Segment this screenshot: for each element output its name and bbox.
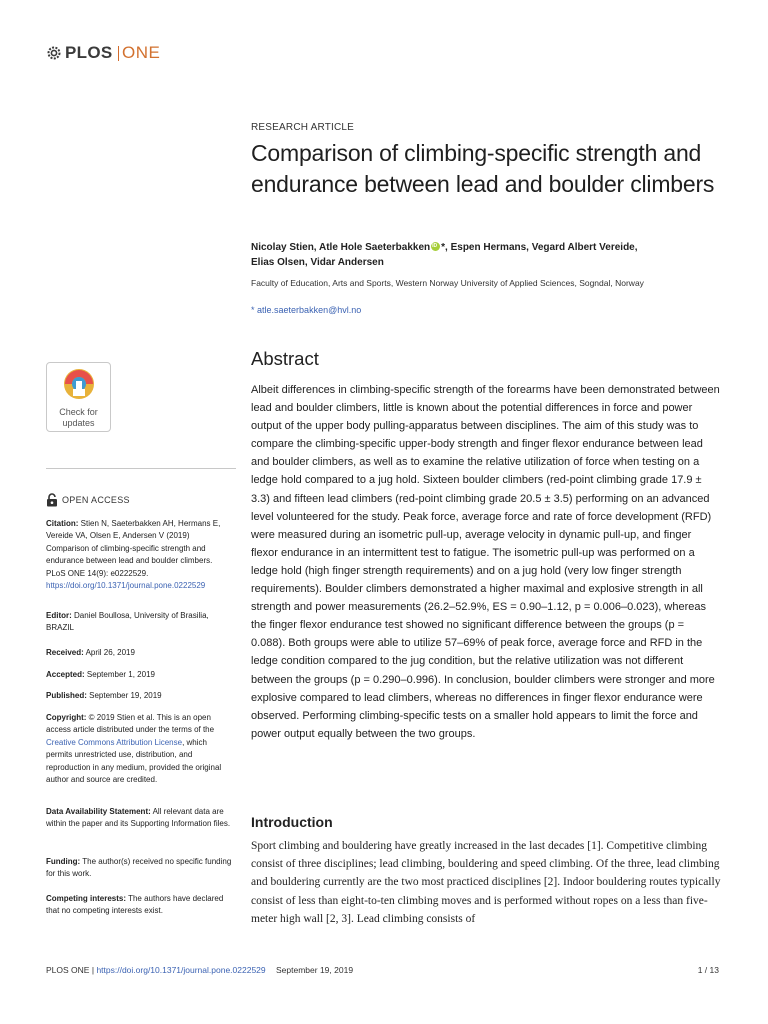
copyright-text-end: , which permits unrestricted use, distribution, and reproduction in any medium, provided the original author and source are credited. (46, 737, 222, 785)
published-block (46, 690, 234, 702)
copyright-block (46, 712, 234, 786)
corresponding-marker: * (251, 305, 255, 315)
authors-line-2: Elias Olsen, Vidar Andersen (251, 257, 384, 268)
accepted-label: Accepted: (46, 670, 85, 679)
orcid-icon[interactable] (431, 242, 440, 251)
data-availability-label: Data Availability Statement: (46, 807, 151, 816)
introduction-heading: Introduction (251, 814, 333, 830)
footer-doi-link[interactable]: https://doi.org/10.1371/journal.pone.0222529 (96, 965, 266, 975)
published-date: September 19, 2019 (89, 691, 162, 700)
accepted-block (46, 669, 234, 681)
page-number: 1 / 13 (697, 965, 719, 975)
license-link[interactable]: Creative Commons Attribution License (46, 737, 183, 747)
authors-part-1: Nicolay Stien, Atle Hole Saeterbakken (251, 242, 431, 253)
footer-date: September 19, 2019 (276, 965, 354, 975)
author-list (251, 240, 721, 270)
accepted-date: September 1, 2019 (86, 670, 155, 679)
plos-one-logo (46, 44, 160, 62)
editor-text: Daniel Boullosa, University of Brasilia, BRAZIL (46, 611, 209, 633)
abstract-heading: Abstract (251, 348, 319, 369)
article-title: Comparison of climbing-specific strength and endurance between lead and boulder climbers (251, 140, 715, 197)
authors-part-2: *, Espen Hermans, Vegard Albert Vereide, (441, 242, 638, 253)
editor-label: Editor: (46, 611, 72, 620)
brand-one: ONE (122, 43, 161, 62)
plos-logo-icon (46, 45, 62, 61)
citation-doi-link[interactable]: https://doi.org/10.1371/journal.pone.0222529 (46, 581, 206, 591)
funding-block (46, 856, 234, 881)
copyright-text: © 2019 Stien et al. This is an open access article distributed under the terms of the (46, 713, 215, 735)
badge-label-2: updates (62, 418, 95, 428)
funding-text: The author(s) received no specific funding for this work. (46, 857, 232, 879)
citation-label: Citation: (46, 519, 79, 528)
received-block (46, 647, 234, 659)
footer-separator: | (91, 965, 95, 975)
introduction-text: Sport climbing and bouldering have greatly increased in the last decades [1]. Competitive climbing consist of three disciplines; lead climbing, bouldering and speed climbing. Of the three, lead climbing and bouldering currently are the two most practiced disciplines [2]. Indoor bouldering routes typically consist of less than eight-to-ten climbing moves and is performed without ropes on a less than five-meter high wall [2, 3]. Lead climbing consists of (251, 840, 721, 925)
received-date: April 26, 2019 (85, 648, 135, 657)
article-type: RESEARCH ARTICLE (251, 122, 355, 133)
badge-label-1: Check for (59, 407, 98, 417)
brand-plos: PLOS (65, 43, 113, 62)
check-for-updates-badge[interactable] (46, 362, 111, 432)
open-access-text: OPEN ACCESS (62, 495, 130, 505)
funding-label: Funding: (46, 857, 81, 866)
data-availability-block (46, 806, 234, 831)
email-link[interactable]: atle.saeterbakken@hvl.no (257, 305, 362, 315)
brand-divider (118, 46, 120, 61)
sidebar-divider (46, 468, 236, 469)
citation-text: Stien N, Saeterbakken AH, Hermans E, Vereide VA, Olsen E, Andersen V (2019) Comparison of climbing-specific strength and endurance between lead and boulder climbers. PLoS ONE 14(9): e0222529. (46, 519, 221, 578)
competing-interests-label: Competing interests: (46, 894, 127, 903)
corresponding-email (251, 305, 361, 315)
editor-block (46, 610, 234, 635)
data-availability-text: All relevant data are within the paper and its Supporting Information files. (46, 807, 231, 829)
competing-interests-block (46, 893, 234, 918)
published-label: Published: (46, 691, 87, 700)
crossmark-icon (62, 367, 96, 401)
copyright-label: Copyright: (46, 713, 87, 722)
abstract-text: Albeit differences in climbing-specific strength of the forearms have been demonstrated between lead and boulder climbers, little is known about the potential differences in force and power output of the upper body pulling-apparatus between disciplines. The aim of this study was to compare the climbing-specific upper-body strength and finger flexor endurance between lead and boulder climbers, as well as to examine the relative utilization of force when testing on a ledge hold compared to a jug hold. Sixteen boulder climbers (red-point climbing grade 17.9 ± 3.3) and fifteen lead climbers (red-point climbing grade 20.5 ± 3.5) performing on an advanced level volunteered for the study. Peak force, average force and rate of force development (RFD) were measured during an isometric pull-up, average velocity in dynamic pull-up, and finger flexor endurance in an intermittent test to fatigue. The isometric pull-up was performed on a ledge hold (high finger strength requirements) and on a jug hold (very low finger strength requirements). Boulder climbers demonstrated a higher maximal and explosive strength in all strength and power measurements (26.2–52.9%, ES = 0.90–1.12, p = 0.006–0.023), whereas the finger flexor endurance test showed no significant difference between the groups (p = 0.088). Both groups were able to utilize 57–69% of peak force, average force and RFD in the ledge condition compared to the jug condition, but the relative utilization was not different between the groups (p = 0.290–0.996). In conclusion, boulder climbers were stronger and more explosive compared to lead climbers, whereas no differences in finger flexor endurance were observed. Performing climbing-specific tests on a smaller hold appears to limit the force and power output equally between the two groups. (251, 384, 720, 740)
open-lock-icon (46, 493, 58, 507)
competing-interests-text: The authors have declared that no competing interests exist. (46, 894, 224, 916)
page-footer (46, 965, 353, 975)
affiliation: Faculty of Education, Arts and Sports, Western Norway University of Applied Sciences, Sogndal, Norway (251, 278, 644, 288)
open-access-label (46, 493, 130, 507)
citation-block (46, 518, 234, 592)
received-label: Received: (46, 648, 84, 657)
footer-journal: PLOS ONE (46, 965, 90, 975)
